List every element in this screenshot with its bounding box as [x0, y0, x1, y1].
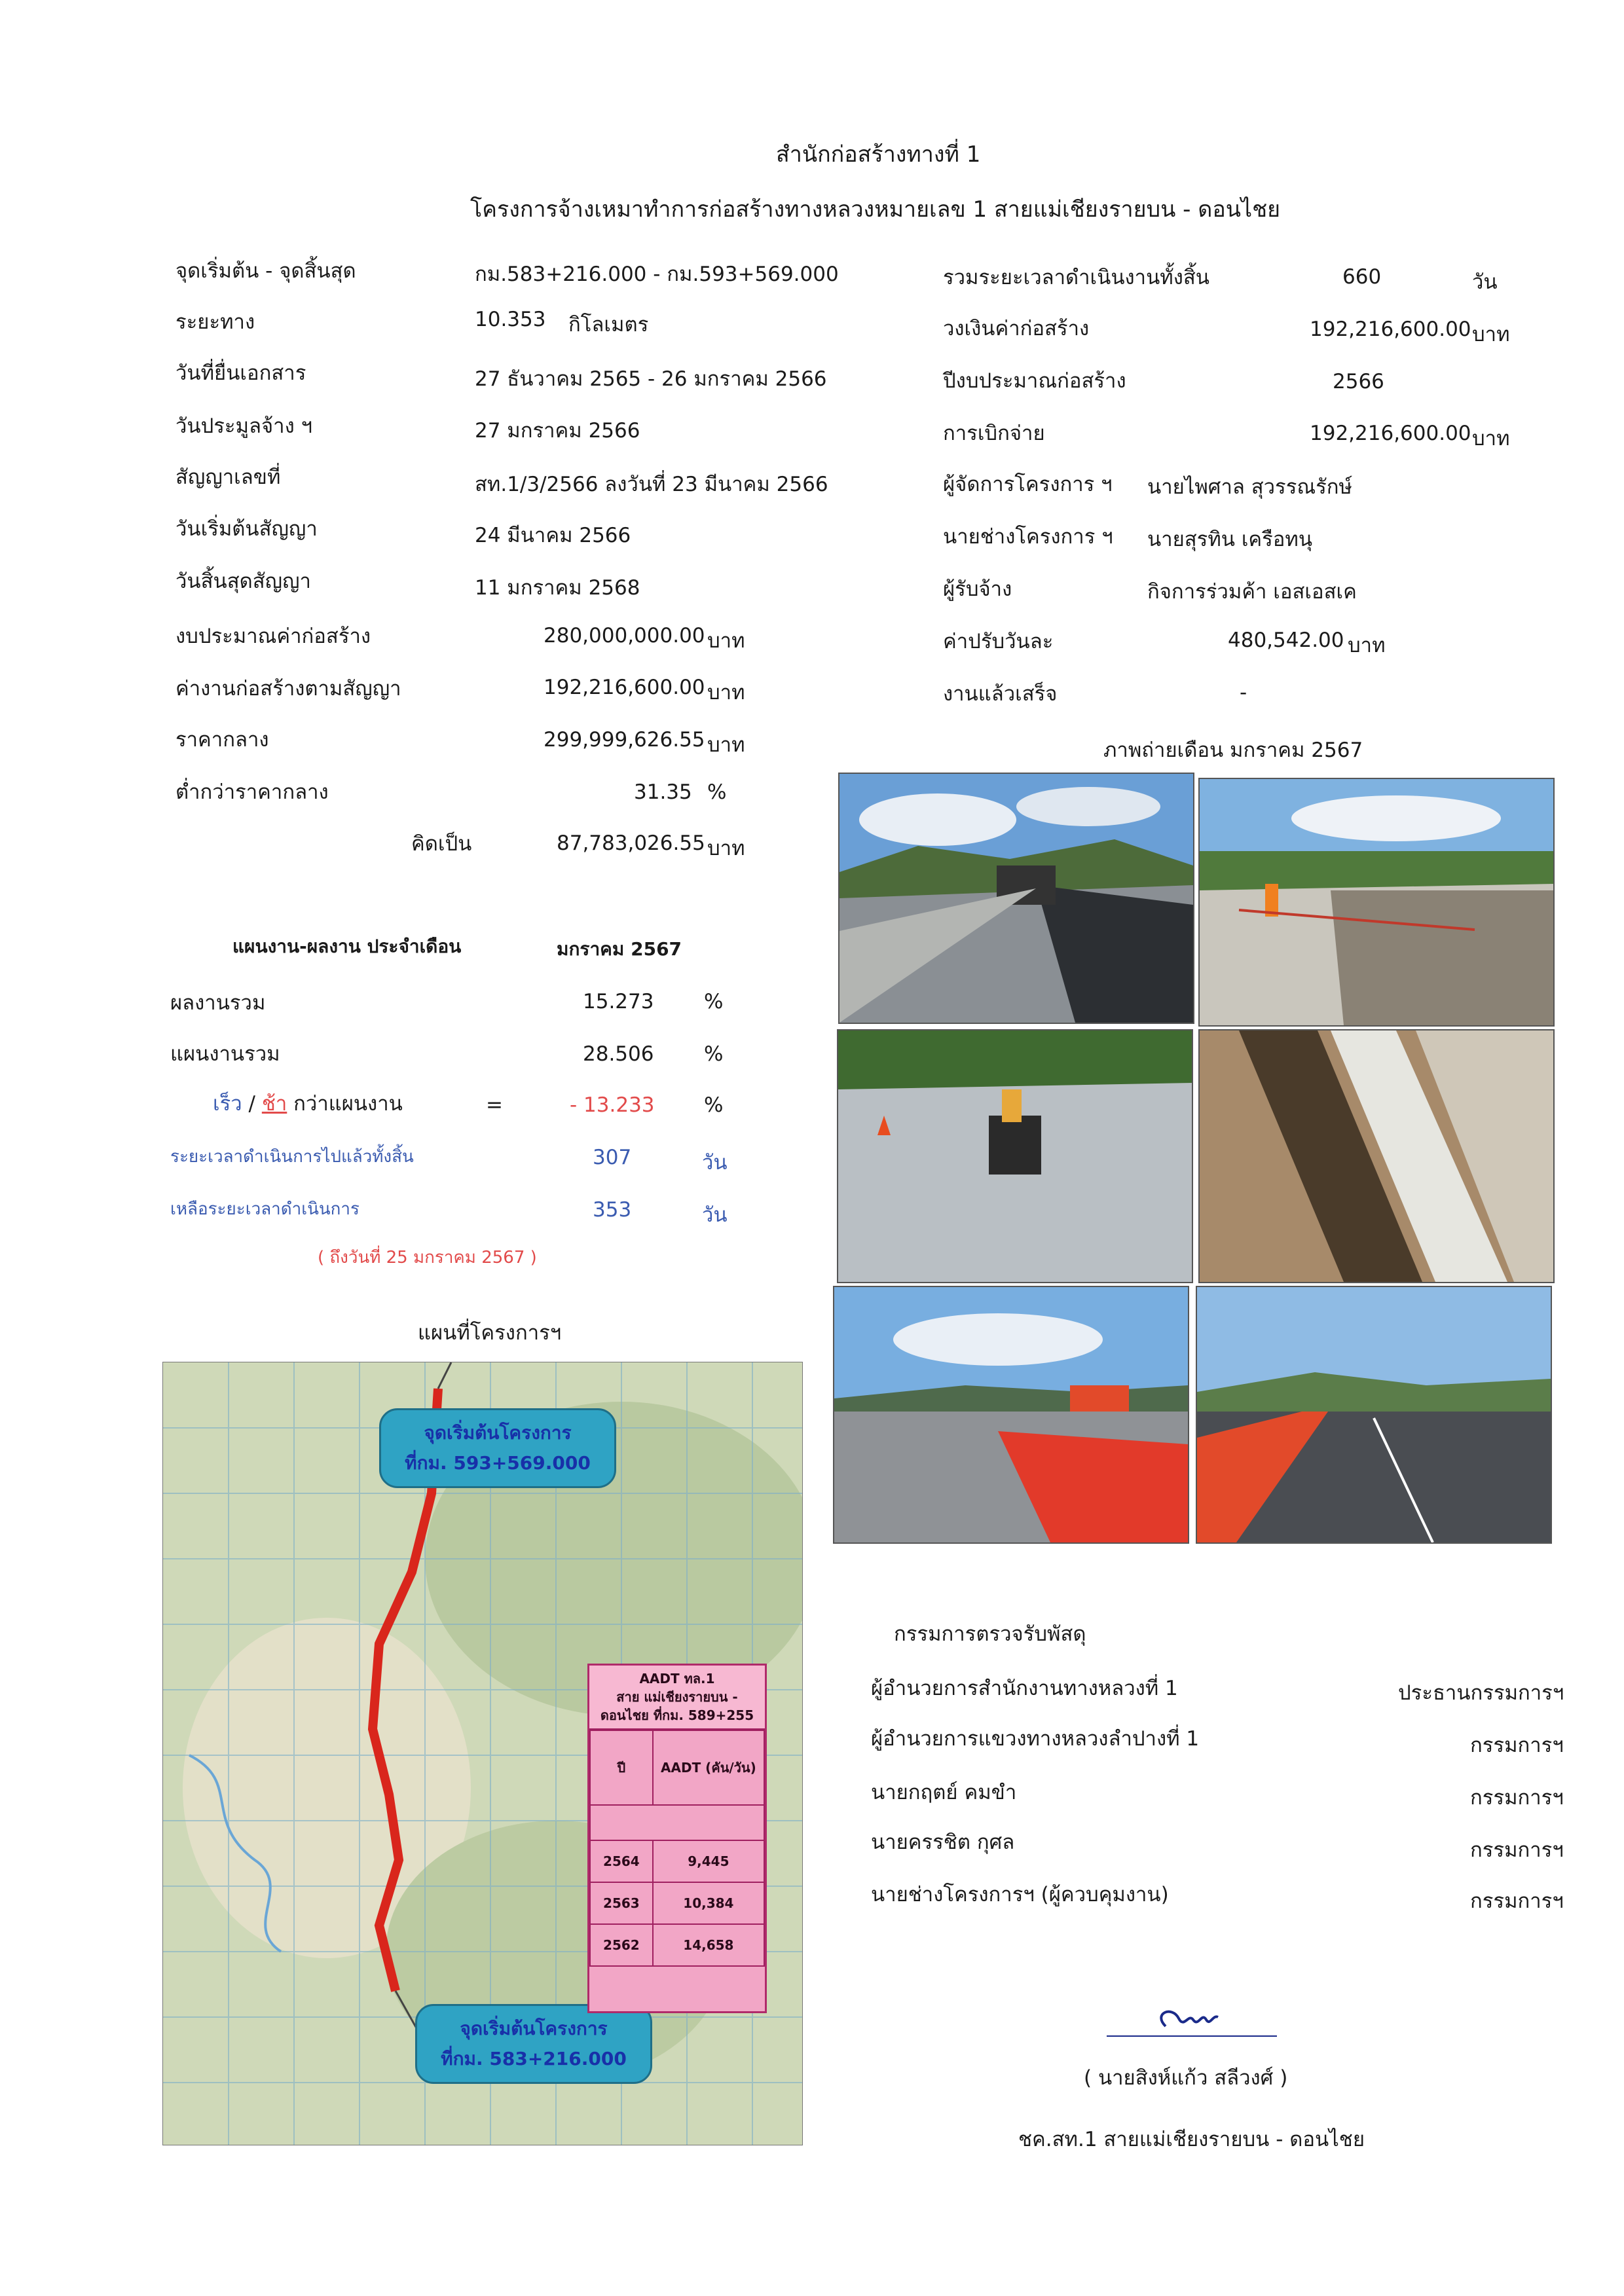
info-label: ระยะทาง [175, 310, 255, 334]
map-title: แผนที่โครงการฯ [418, 1321, 562, 1345]
committee-role: กรรมการฯ [1470, 1734, 1564, 1757]
signature-image [1107, 2000, 1277, 2046]
site-photo [837, 1029, 1193, 1283]
money-value: 280,000,000.00 [544, 624, 705, 647]
remaining-value: 353 [593, 1198, 632, 1222]
people-value: นายสุรทิน เครือทนุ [1147, 528, 1313, 551]
aadt-value: 9,445 [653, 1840, 764, 1882]
table-row [590, 1882, 764, 1924]
money-unit: % [707, 780, 727, 804]
start-callout-line2: ที่กม. 583+216.000 [441, 2048, 627, 2069]
right-value: 2566 [1333, 370, 1384, 393]
footer-title: ชค.สท.1 สายแม่เชียงรายบน - ดอนไชย [1018, 2128, 1365, 2151]
right-unit: บาท [1472, 427, 1510, 450]
info-label: วันที่ยื่นเอกสาร [175, 361, 306, 385]
committee-role: ประธานกรรมการฯ [1398, 1681, 1564, 1705]
right-unit: บาท [1472, 323, 1510, 346]
committee-role: กรรมการฯ [1470, 1838, 1564, 1862]
remaining-unit: วัน [702, 1203, 728, 1227]
elapsed-unit: วัน [702, 1151, 728, 1175]
info-value: 24 มีนาคม 2566 [475, 524, 631, 547]
aadt-year: 2564 [590, 1840, 653, 1882]
committee-role: กรรมการฯ [1470, 1786, 1564, 1810]
people-label: ผู้รับจ้าง [943, 577, 1012, 601]
progress-heading: แผนงาน-ผลงาน ประจำเดือน [232, 936, 462, 957]
aadt-table [589, 1730, 765, 1967]
table-row [590, 1924, 764, 1966]
actual-label: ผลงานรวม [170, 991, 266, 1015]
money-label: ค่างานก่อสร้างตามสัญญา [175, 677, 401, 701]
aadt-table-box [587, 1664, 767, 2013]
aadt-col-year: ปี [590, 1730, 653, 1805]
site-photo [838, 773, 1194, 1024]
table-row [590, 1840, 764, 1882]
right-value: 192,216,600.00 [1310, 422, 1471, 445]
plan-label: แผนงานรวม [170, 1042, 280, 1066]
money-value: 299,999,626.55 [544, 728, 705, 752]
right-label: วงเงินค่าก่อสร้าง [943, 317, 1090, 340]
right-label: ปีงบประมาณก่อสร้าง [943, 369, 1126, 393]
right-label: รวมระยะเวลาดำเนินงานทั้งสิ้น [943, 266, 1209, 289]
info-label: วันเริ่มต้นสัญญา [175, 517, 318, 541]
equals-value: 87,783,026.55 [557, 831, 705, 855]
start-callout-line1: จุดเริ่มต้นโครงการ [460, 2018, 608, 2039]
diff-sep: / [248, 1092, 255, 1116]
site-photo [1198, 1029, 1555, 1283]
signer-name: ( นายสิงห์แก้ว สลีวงศ์ ) [1084, 2066, 1288, 2090]
fine-label: ค่าปรับวันละ [943, 630, 1054, 653]
info-value: 27 มกราคม 2566 [475, 419, 640, 443]
info-value: สท.1/3/2566 ลงวันที่ 23 มีนาคม 2566 [475, 473, 828, 496]
photos-caption: ภาพถ่ายเดือน มกราคม 2567 [1103, 738, 1363, 762]
committee-member: นายช่างโครงการฯ (ผู้ควบคุมงาน) [871, 1883, 1169, 1906]
people-value: กิจการร่วมค้า เอสเอสเค [1147, 580, 1357, 604]
info-label: วันประมูลจ้าง ฯ [175, 414, 312, 438]
fine-value: 480,542.00 [1228, 629, 1344, 652]
right-label: การเบิกจ่าย [943, 422, 1045, 445]
aadt-title-line: AADT ทล.1 [639, 1671, 715, 1686]
progress-month: มกราคม 2567 [557, 938, 682, 960]
end-callout-line1: จุดเริ่มต้นโครงการ [424, 1422, 572, 1444]
elapsed-value: 307 [593, 1146, 632, 1169]
equals-label: คิดเป็น [411, 832, 472, 856]
completed-label: งานแล้วเสร็จ [943, 682, 1058, 706]
money-unit: บาท [707, 733, 745, 757]
completed-value: - [1240, 681, 1247, 704]
aadt-value: 14,658 [653, 1924, 764, 1966]
info-label: วันสิ้นสุดสัญญา [175, 570, 311, 593]
money-label: ราคากลาง [175, 728, 269, 752]
money-value: 192,216,600.00 [544, 676, 705, 699]
right-value: 192,216,600.00 [1310, 318, 1471, 341]
diff-eq: = [486, 1093, 503, 1117]
aadt-year: 2562 [590, 1924, 653, 1966]
as-of-date: ( ถึงวันที่ 25 มกราคม 2567 ) [318, 1248, 537, 1267]
aadt-year: 2563 [590, 1882, 653, 1924]
diff-fast: เร็ว [213, 1092, 242, 1116]
site-photo [833, 1286, 1189, 1544]
info-label: สัญญาเลขที่ [175, 465, 281, 489]
people-label: ผู้จัดการโครงการ ฯ [943, 473, 1113, 496]
money-label: ต่ำกว่าราคากลาง [175, 780, 329, 804]
committee-member: นายกฤตย์ คมขำ [871, 1781, 1017, 1804]
money-value: 31.35 [634, 780, 692, 804]
start-point-callout [415, 2004, 652, 2084]
committee-member: ผู้อำนวยการแขวงทางหลวงลำปางที่ 1 [871, 1727, 1200, 1751]
site-photo [1196, 1286, 1552, 1544]
committee-heading: กรรมการตรวจรับพัสดุ [894, 1622, 1086, 1646]
people-value: นายไพศาล สุวรรณรักษ์ [1147, 475, 1352, 499]
project-map [162, 1362, 803, 2145]
people-label: นายช่างโครงการ ฯ [943, 525, 1113, 549]
info-unit: กิโลเมตร [568, 313, 649, 337]
elapsed-label: ระยะเวลาดำเนินการไปแล้วทั้งสิ้น [170, 1147, 414, 1167]
actual-value: 15.273 [583, 990, 654, 1013]
aadt-value: 10,384 [653, 1882, 764, 1924]
right-unit: วัน [1472, 270, 1498, 294]
equals-unit: บาท [707, 837, 745, 860]
project-title: โครงการจ้างเหมาทำการก่อสร้างทางหลวงหมายเลข 1 สายแม่เชียงรายบน - ดอนไชย [470, 196, 1281, 223]
aadt-title-line: ดอนไชย ที่กม. 589+255 [600, 1707, 754, 1723]
committee-member: ผู้อำนวยการสำนักงานทางหลวงที่ 1 [871, 1677, 1178, 1700]
money-unit: บาท [707, 629, 745, 653]
diff-slow: ช้า [261, 1092, 287, 1116]
info-value: 11 มกราคม 2568 [475, 576, 640, 600]
info-value: 10.353 [475, 308, 546, 331]
site-photo [1198, 778, 1555, 1027]
diff-value: - 13.233 [570, 1093, 655, 1117]
aadt-title [589, 1666, 765, 1730]
remaining-label: เหลือระยะเวลาดำเนินการ [170, 1199, 360, 1219]
plan-unit: % [704, 1042, 724, 1066]
actual-unit: % [704, 990, 724, 1013]
plan-value: 28.506 [583, 1042, 654, 1066]
diff-label [213, 1087, 403, 1120]
committee-member: นายครรชิต กุศล [871, 1831, 1015, 1854]
money-label: งบประมาณค่าก่อสร้าง [175, 625, 371, 648]
right-value: 660 [1342, 265, 1382, 289]
end-point-callout [379, 1408, 616, 1488]
fine-unit: บาท [1348, 634, 1386, 657]
aadt-title-line: สาย แม่เชียงรายบน - [616, 1689, 738, 1705]
info-value: 27 ธันวาคม 2565 - 26 มกราคม 2566 [475, 367, 827, 391]
aadt-col-value: AADT (คัน/วัน) [653, 1730, 764, 1805]
info-value: กม.583+216.000 - กม.593+569.000 [475, 263, 839, 286]
diff-rest: กว่าแผนงาน [293, 1092, 403, 1116]
diff-unit: % [704, 1093, 724, 1117]
committee-role: กรรมการฯ [1470, 1889, 1564, 1913]
office-title: สำนักก่อสร้างทางที่ 1 [776, 141, 981, 168]
end-callout-line2: ที่กม. 593+569.000 [405, 1452, 591, 1474]
money-unit: บาท [707, 681, 745, 704]
info-label: จุดเริ่มต้น - จุดสิ้นสุด [175, 259, 356, 283]
